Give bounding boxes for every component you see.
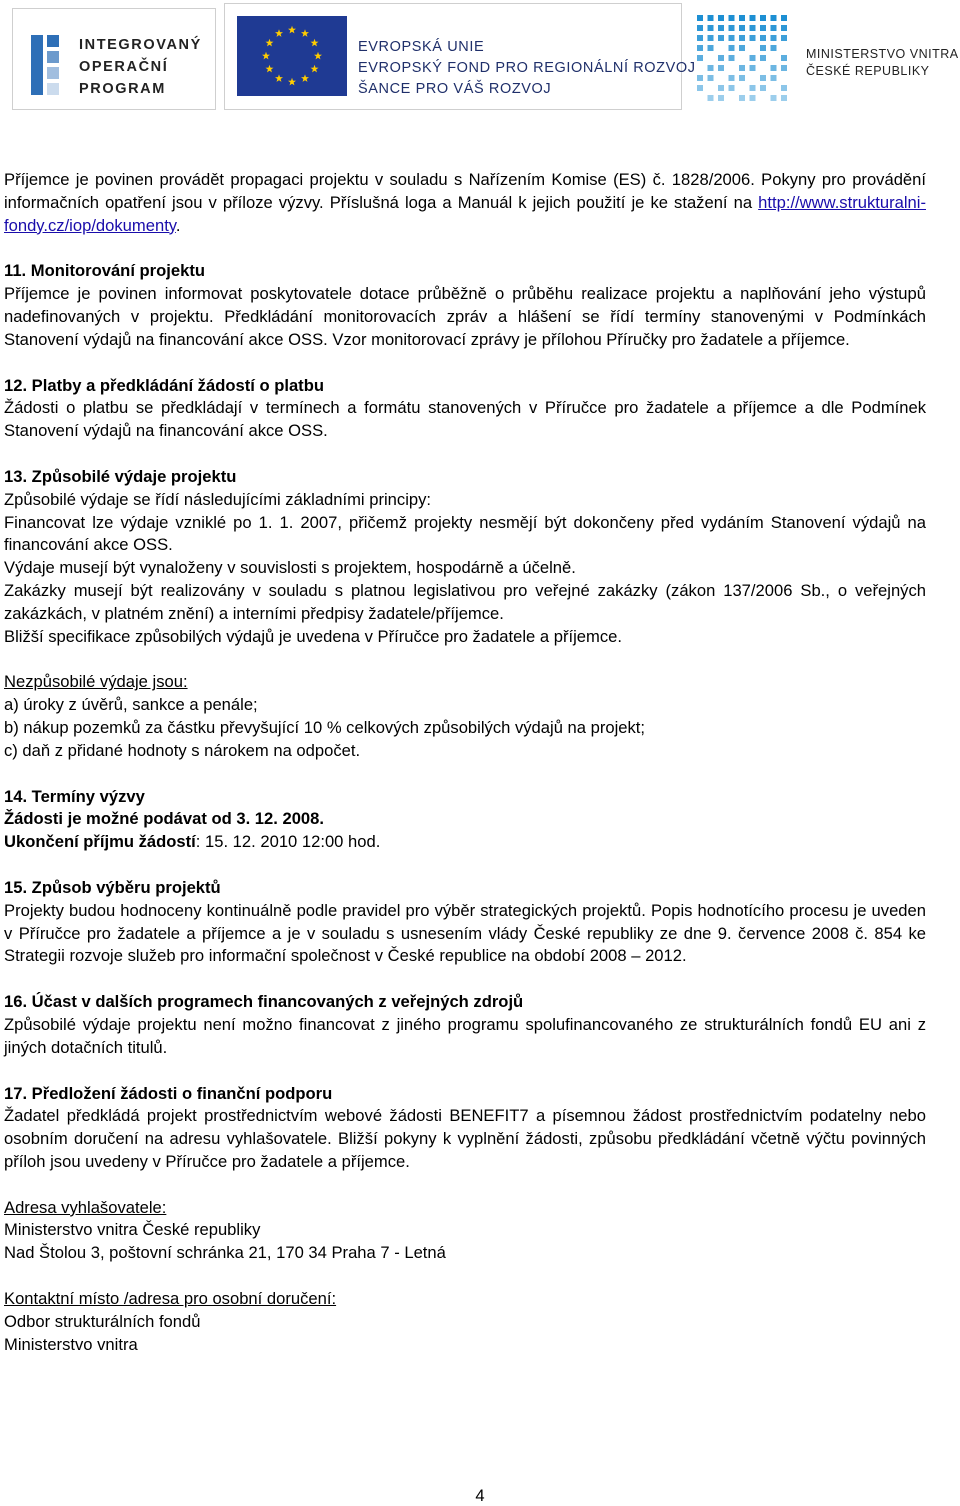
mv-dot-icon [697, 35, 703, 41]
contact-line: Ministerstvo vnitra [4, 1334, 138, 1354]
section-13-line: Financovat lze výdaje vzniklé po 1. 1. 2007, přičemž projekty nesmějí být dokončeny před vydáním Stanovení výdajů na financování akce OSS. [4, 512, 926, 555]
section-14-title: 14. Termíny výzvy [4, 786, 145, 806]
mv-dot-icon [729, 75, 735, 81]
section-11 [4, 260, 926, 351]
mv-dot-icon [771, 95, 777, 101]
non-eligible-section [4, 671, 926, 762]
section-13-title: 13. Způsobilé výdaje projektu [4, 466, 237, 486]
section-14 [4, 786, 926, 854]
submission-end-value: : 15. 12. 2010 12:00 hod. [195, 832, 381, 852]
section-15 [4, 877, 926, 968]
document-body [4, 169, 926, 1379]
contact-title: Kontaktní místo /adresa pro osobní doručení: [4, 1289, 337, 1309]
mv-dot-icon [771, 75, 777, 81]
submission-end [4, 831, 926, 854]
non-eligible-title: Nezpůsobilé výdaje jsou: [4, 672, 188, 692]
section-15-title: 15. Způsob výběru projektů [4, 877, 221, 897]
mv-dot-icon [718, 55, 724, 61]
mv-dot-icon [760, 35, 766, 41]
mv-dot-icon [697, 85, 703, 91]
contact-section [4, 1288, 926, 1356]
mv-dot-icon [697, 15, 703, 21]
iop-logo-line: PROGRAM [79, 81, 166, 97]
section-13-line: Zakázky musejí být realizovány v souladu s platnou legislativou pro veřejné zakázky (zákon 137/2006 Sb., o veřejných zakázkách, v platném znění) a interními předpisy žadatele/příjemce. [4, 580, 926, 623]
address-section [4, 1197, 926, 1265]
mv-dot-icon [708, 25, 714, 31]
mv-dot-icon [781, 85, 787, 91]
non-eligible-item: b) nákup pozemků za částku převyšující 10 % celkových způsobilých výdajů na projekt; [4, 717, 646, 737]
mv-dot-icon [739, 45, 745, 51]
eu-logo-line: ŠANCE PRO VÁŠ ROZVOJ [358, 81, 552, 97]
mv-dot-icon [708, 75, 714, 81]
mv-dot-icon [760, 15, 766, 21]
mv-dot-icon [750, 85, 756, 91]
mv-logo [694, 12, 960, 108]
section-12-title: 12. Platby a předkládání žádostí o platbu [4, 375, 324, 395]
intro-section [4, 169, 926, 237]
mv-dot-icon [697, 25, 703, 31]
mv-dot-icon [771, 65, 777, 71]
mv-dot-icon [760, 45, 766, 51]
mv-dot-icon [718, 35, 724, 41]
iop-logo [12, 8, 216, 110]
mv-dot-icon [771, 35, 777, 41]
intro-after: . [175, 215, 181, 235]
mv-dot-icon [750, 25, 756, 31]
mv-dot-icon [697, 75, 703, 81]
eu-flag-icon [237, 16, 347, 96]
section-12-text: Žádosti o platbu se předkládají v termínech a formátu stanovených v Příručce pro žadatele a příjemce a dle Podmínek Stanovení výdajů na financování akce OSS. [4, 398, 926, 441]
mv-dot-icon [718, 25, 724, 31]
iop-logo-text [79, 34, 202, 100]
documents-link[interactable]: http://www.strukturalni-fondy.cz/iop/dokumenty [4, 192, 926, 235]
submission-start: Žádosti je možné podávat od 3. 12. 2008. [4, 809, 324, 829]
mv-dot-icon [739, 75, 745, 81]
mv-dot-icon [760, 85, 766, 91]
mv-dot-icon [750, 65, 756, 71]
section-13-line: Bližší specifikace způsobilých výdajů je uvedena v Příručce pro žadatele a příjemce. [4, 626, 622, 646]
mv-dot-icon [781, 95, 787, 101]
intro-paragraph [4, 169, 926, 237]
non-eligible-item: a) úroky z úvěrů, sankce a penále; [4, 695, 258, 715]
section-15-text: Projekty budou hodnoceny kontinuálně podle pravidel pro výběr strategických projektů. Popis hodnotícího procesu je uveden v Příručce pro žadatele a příjemce a je v souladu s usnesením vlády České republiky ze dne 9. července 2008 č. 854 ke Strategii rozvoje služeb pro informační společnost v České republice na období 2008 – 2012. [4, 900, 926, 966]
mv-dot-icon [760, 25, 766, 31]
mv-dot-icon [771, 45, 777, 51]
mv-dot-icon [771, 25, 777, 31]
mv-dot-icon [708, 15, 714, 21]
eu-logo-text [358, 37, 696, 100]
mv-dot-icon [718, 95, 724, 101]
section-16-text: Způsobilé výdaje projektu není možno financovat z jiného programu spolufinancovaného ze strukturálních fondů EU ani z jiných dotačních titulů. [4, 1014, 926, 1057]
mv-dot-icon [750, 15, 756, 21]
mv-logo-line: MINISTERSTVO VNITRA [806, 47, 959, 61]
mv-dot-icon [708, 65, 714, 71]
mv-dot-icon [697, 45, 703, 51]
mv-dot-icon [729, 45, 735, 51]
mv-dot-icon [781, 55, 787, 61]
mv-dot-icon [750, 55, 756, 61]
mv-dot-icon [697, 55, 703, 61]
mv-dot-icon [708, 95, 714, 101]
mv-dot-icon [739, 15, 745, 21]
mv-dot-icon [729, 25, 735, 31]
mv-dot-icon [718, 15, 724, 21]
mv-logo-line: ČESKÉ REPUBLIKY [806, 64, 930, 78]
section-17 [4, 1083, 926, 1174]
section-17-title: 17. Předložení žádosti o finanční podporu [4, 1083, 333, 1103]
mv-dot-icon [739, 25, 745, 31]
mv-dot-icon [729, 35, 735, 41]
section-16-title: 16. Účast v dalších programech financovaných z veřejných zdrojů [4, 992, 524, 1012]
mv-dot-icon [718, 65, 724, 71]
section-11-text: Příjemce je povinen informovat poskytovatele dotace průběžně o průběhu realizace projektu a naplňování jeho výstupů nadefinovaných v projektu. Předkládání monitorovacích zpráv a hlášení se řídí termíny stanovenými v Podmínkách Stanovení výdajů na financování akce OSS. Vzor monitorovací zprávy je přílohou Příručky pro žadatele a příjemce. [4, 284, 926, 349]
non-eligible-item: c) daň z přidané hodnoty s nárokem na odpočet. [4, 740, 361, 760]
mv-dot-icon [729, 55, 735, 61]
section-16 [4, 991, 926, 1059]
iop-logo-line: INTEGROVANÝ [79, 37, 202, 53]
mv-dot-icon [708, 35, 714, 41]
section-17-text: Žadatel předkládá projekt prostřednictvím webové žádosti BENEFIT7 a písemnou žádost prostřednictvím podatelny nebo osobním doručení na adresu vyhlašovatele. Bližší pokyny k vyplnění žádosti, způsobu předkládání včetně výčtu povinných příloh jsou uvedeny v Příručce pro žadatele a příjemce. [4, 1106, 926, 1171]
mv-dot-icon [729, 15, 735, 21]
eu-logo-line: EVROPSKÁ UNIE [358, 39, 485, 55]
section-11-title: 11. Monitorování projektu [4, 261, 205, 281]
mv-dot-icon [729, 85, 735, 91]
section-12 [4, 375, 926, 443]
address-line: Nad Štolou 3, poštovní schránka 21, 170 34 Praha 7 - Letná [4, 1243, 446, 1263]
mv-dot-icon [771, 15, 777, 21]
mv-dot-icon [739, 95, 745, 101]
page-number: 4 [475, 1486, 485, 1505]
contact-line: Odbor strukturálních fondů [4, 1311, 201, 1331]
address-title: Adresa vyhlašovatele: [4, 1197, 167, 1217]
submission-end-label: Ukončení příjmu žádostí [4, 832, 196, 852]
mv-dot-icon [781, 15, 787, 21]
mv-dot-icon [760, 55, 766, 61]
mv-dot-grid-icon [697, 15, 797, 107]
mv-dot-icon [750, 35, 756, 41]
address-line: Ministerstvo vnitra České republiky [4, 1220, 261, 1240]
mv-dot-icon [708, 45, 714, 51]
mv-logo-text [806, 46, 959, 80]
section-13-line: Výdaje musejí být vynaloženy v souvislosti s projektem, hospodárně a účelně. [4, 558, 576, 578]
mv-dot-icon [781, 65, 787, 71]
section-13 [4, 466, 926, 648]
mv-dot-icon [739, 65, 745, 71]
iop-logo-mark-icon [31, 35, 71, 95]
mv-dot-icon [739, 35, 745, 41]
eu-logo-line: EVROPSKÝ FOND PRO REGIONÁLNÍ ROZVOJ [358, 60, 696, 76]
intro-text: Příjemce je povinen provádět propagaci projektu v souladu s Nařízením Komise (ES) č. 1828/2006. Pokyny pro provádění informačních opatření jsou v příloze výzvy. Příslušná loga a Manuál k jejich použití je ke stažení na [4, 170, 926, 212]
mv-dot-icon [718, 85, 724, 91]
mv-dot-icon [781, 25, 787, 31]
iop-logo-line: OPERAČNÍ [79, 59, 169, 75]
mv-dot-icon [750, 95, 756, 101]
mv-dot-icon [781, 35, 787, 41]
section-13-line: Způsobilé výdaje se řídí následujícími základními principy: [4, 489, 432, 509]
eu-logo [224, 3, 696, 110]
mv-dot-icon [760, 75, 766, 81]
